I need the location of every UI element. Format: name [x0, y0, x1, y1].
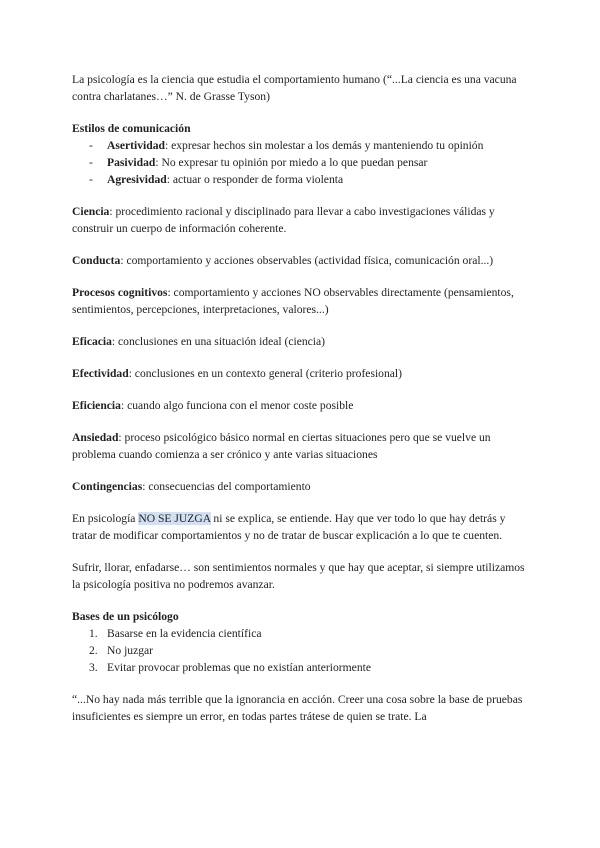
definition-procesos-cognitivos: [72, 284, 530, 318]
judge-paragraph: [72, 510, 530, 544]
list-number: 1.: [89, 627, 98, 640]
term: Pasividad: [107, 156, 156, 169]
term: Efectividad: [72, 367, 129, 380]
list-item: [72, 137, 530, 154]
definition: : cuando algo funciona con el menor coste posible: [120, 399, 354, 412]
term: Agresividad: [107, 173, 167, 186]
list-number: 2.: [89, 644, 98, 657]
judge-text-after: ni se explica, se entiende. Hay que ver todo lo que hay detrás y tratar de modificar comportamientos y no de tratar de buscar explicación a lo que te cuenten.: [72, 512, 506, 542]
definition-ansiedad: [72, 429, 530, 463]
psychologist-bases-list: [72, 625, 530, 676]
feelings-paragraph: Sufrir, llorar, enfadarse… son sentimientos normales y que hay que aceptar, si siempre utilizamos la psicología positiva no podremos avanzar.: [72, 561, 525, 591]
dash-bullet-icon: -: [89, 173, 93, 186]
term: Procesos cognitivos: [72, 286, 168, 299]
term: Conducta: [72, 254, 121, 267]
definition-eficacia: [72, 333, 530, 350]
highlighted-text: NO SE JUZGA: [138, 512, 211, 525]
definition: : expresar hechos sin molestar a los demás y manteniendo tu opinión: [164, 139, 484, 152]
dash-bullet-icon: -: [89, 139, 93, 152]
list-text: No juzgar: [107, 644, 154, 657]
term: Eficacia: [72, 335, 112, 348]
term: Contingencias: [72, 480, 143, 493]
definition: : comportamiento y acciones observables (actividad física, comunicación oral...): [120, 254, 494, 267]
list-item: [72, 642, 530, 659]
list-text: Basarse en la evidencia científica: [107, 627, 262, 640]
communication-styles-list: [72, 137, 530, 188]
list-item: [72, 625, 530, 642]
definition-contingencias: [72, 478, 530, 495]
quote-paragraph: “...No hay nada más terrible que la ignorancia en acción. Creer una cosa sobre la base de pruebas insuficientes es siempre un error, en todas partes trátese de quien se trate. La: [72, 693, 523, 723]
list-number: 3.: [89, 661, 98, 674]
definition: : No expresar tu opinión por miedo a lo que puedan pensar: [155, 156, 428, 169]
communication-styles-heading: Estilos de comunicación: [72, 122, 191, 135]
list-item: [72, 171, 530, 188]
definition-efectividad: [72, 365, 530, 382]
psychologist-bases-heading: Bases de un psicólogo: [72, 610, 179, 623]
list-item: [72, 659, 530, 676]
term: Asertividad: [107, 139, 165, 152]
definition-conducta: [72, 252, 530, 269]
intro-paragraph: La psicología es la ciencia que estudia el comportamiento humano (“...La ciencia es una vacuna contra charlatanes…” N. de Grasse Tyson): [72, 73, 517, 103]
list-item: [72, 154, 530, 171]
definition: : conclusiones en un contexto general (criterio profesional): [128, 367, 403, 380]
definition: : procedimiento racional y disciplinado para llevar a cabo investigaciones válidas y construir un cuerpo de información coherente.: [72, 205, 495, 235]
definition-eficiencia: [72, 397, 530, 414]
term: Ciencia: [72, 205, 110, 218]
definition: : actuar o responder de forma violenta: [166, 173, 344, 186]
definition: : conclusiones en una situación ideal (ciencia): [111, 335, 326, 348]
definition: : consecuencias del comportamiento: [142, 480, 311, 493]
definition: : comportamiento y acciones NO observables directamente (pensamientos, sentimientos, percepciones, interpretaciones, valores...): [72, 286, 514, 316]
definition-ciencia: [72, 203, 530, 237]
dash-bullet-icon: -: [89, 156, 93, 169]
definition: : proceso psicológico básico normal en ciertas situaciones pero que se vuelve un problema cuando comienza a ser crónico y ante varias situaciones: [72, 431, 491, 461]
term: Ansiedad: [72, 431, 119, 444]
term: Eficiencia: [72, 399, 121, 412]
judge-text-before: En psicología: [72, 512, 139, 525]
list-text: Evitar provocar problemas que no existían anteriormente: [107, 661, 371, 674]
